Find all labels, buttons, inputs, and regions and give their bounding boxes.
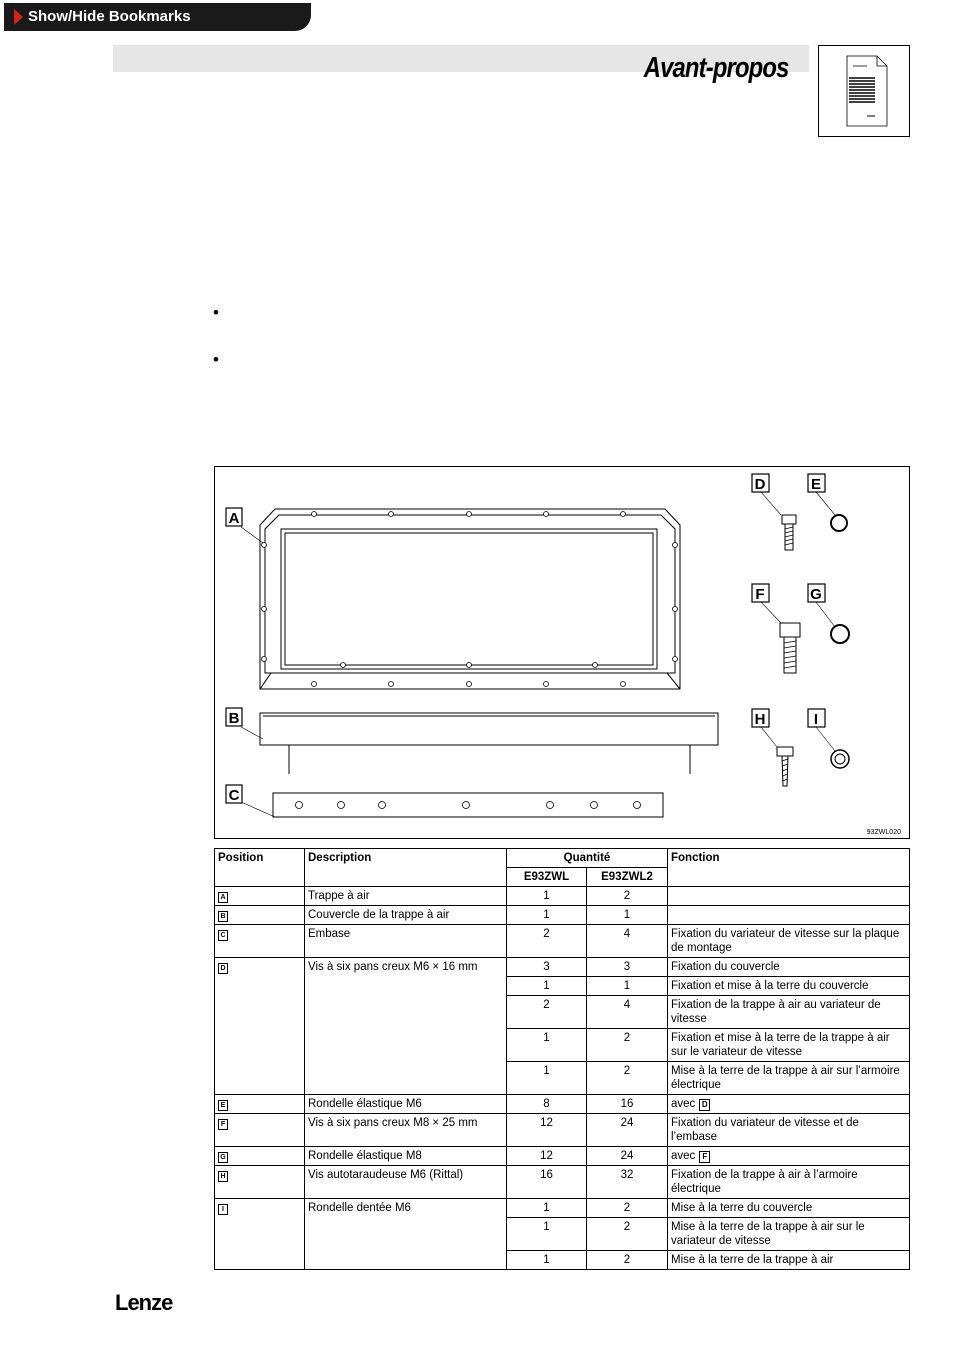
qty-cell: 1	[507, 1029, 587, 1062]
qty-cell: 24	[587, 1114, 668, 1147]
description-cell: Vis à six pans creux M8 × 25 mm	[305, 1114, 507, 1147]
qty-cell: 3	[507, 958, 587, 977]
bullet-2: •	[213, 350, 219, 369]
cover-drawing	[260, 713, 718, 774]
label-E: E	[810, 476, 822, 493]
function-cell	[668, 1147, 910, 1166]
qty-cell: 2	[507, 925, 587, 958]
qty-cell: 32	[587, 1166, 668, 1199]
qty-cell: 1	[507, 887, 587, 906]
qty-cell: 2	[587, 887, 668, 906]
label-H: H	[754, 711, 766, 728]
position-key: A	[218, 892, 228, 903]
qty-cell: 1	[507, 906, 587, 925]
function-cell	[668, 887, 910, 906]
position-key: F	[218, 1119, 228, 1130]
qty-cell: 1	[507, 1251, 587, 1270]
function-cell: Fixation et mise à la terre du couvercle	[668, 977, 910, 996]
function-cell: Mise à la terre de la trappe à air sur le variateur de vitesse	[668, 1218, 910, 1251]
table-row	[215, 1166, 910, 1199]
function-cell: Fixation du variateur de vitesse et de l’embase	[668, 1114, 910, 1147]
table-row	[215, 1147, 910, 1166]
description-cell: Embase	[305, 925, 507, 958]
label-F: F	[755, 586, 765, 603]
label-G: G	[810, 586, 822, 603]
header-position: Position	[215, 849, 305, 887]
qty-cell: 1	[507, 1199, 587, 1218]
qty-cell: 2	[587, 1062, 668, 1095]
header-q2: E93ZWL2	[587, 868, 668, 887]
position-key: D	[218, 963, 228, 974]
table-row	[215, 906, 910, 925]
function-cell: Mise à la terre de la trappe à air	[668, 1251, 910, 1270]
position-key: E	[218, 1100, 228, 1111]
qty-cell: 4	[587, 925, 668, 958]
qty-cell: 1	[507, 1218, 587, 1251]
qty-cell: 1	[507, 977, 587, 996]
description-cell: Rondelle élastique M6	[305, 1095, 507, 1114]
table-row	[215, 958, 910, 977]
function-cell: Fixation du couvercle	[668, 958, 910, 977]
description-cell: Couvercle de la trappe à air	[305, 906, 507, 925]
air-trap-drawing	[260, 509, 680, 689]
position-key: C	[218, 930, 228, 941]
function-text: avec	[671, 1098, 696, 1110]
function-cell: Mise à la terre de la trappe à air sur l’armoire électrique	[668, 1062, 910, 1095]
qty-cell: 4	[587, 996, 668, 1029]
bookmarks-label: Show/Hide Bookmarks	[28, 8, 191, 25]
parts-figure	[214, 466, 910, 839]
document-icon	[818, 45, 910, 137]
table-row	[215, 925, 910, 958]
qty-cell: 16	[587, 1095, 668, 1114]
label-B: B	[228, 710, 240, 727]
function-cell: Fixation de la trappe à air au variateur de vitesse	[668, 996, 910, 1029]
description-cell: Vis autotaraudeuse M6 (Rittal)	[305, 1166, 507, 1199]
label-C: C	[228, 787, 240, 804]
header-function: Fonction	[668, 849, 910, 887]
qty-cell: 12	[507, 1114, 587, 1147]
position-key: H	[218, 1171, 228, 1182]
qty-cell: 2	[507, 996, 587, 1029]
function-cell: Fixation et mise à la terre de la trappe à air sur le variateur de vitesse	[668, 1029, 910, 1062]
qty-cell: 24	[587, 1147, 668, 1166]
qty-cell: 1	[587, 977, 668, 996]
qty-cell: 8	[507, 1095, 587, 1114]
qty-cell: 12	[507, 1147, 587, 1166]
function-text: avec	[671, 1150, 696, 1162]
figure-code: 93ZWL020	[866, 829, 901, 836]
position-key: I	[218, 1204, 228, 1215]
reference-key: F	[699, 1151, 710, 1163]
function-cell: Fixation de la trappe à air à l’armoire électrique	[668, 1166, 910, 1199]
qty-cell: 2	[587, 1218, 668, 1251]
function-cell: Mise à la terre du couvercle	[668, 1199, 910, 1218]
table-row	[215, 1199, 910, 1218]
position-key: B	[218, 911, 228, 922]
reference-key: D	[699, 1099, 710, 1111]
qty-cell: 1	[507, 1062, 587, 1095]
function-cell: Fixation du variateur de vitesse sur la plaque de montage	[668, 925, 910, 958]
label-I: I	[813, 711, 819, 728]
qty-cell: 2	[587, 1029, 668, 1062]
function-cell	[668, 1095, 910, 1114]
table-row	[215, 887, 910, 906]
description-cell: Trappe à air	[305, 887, 507, 906]
page-title: Avant-propos	[643, 52, 788, 84]
header-quantity: Quantité	[507, 849, 668, 868]
parts-table	[214, 848, 910, 1270]
description-cell: Rondelle dentée M6	[305, 1199, 507, 1270]
bullet-1: •	[213, 303, 219, 322]
qty-cell: 2	[587, 1199, 668, 1218]
show-hide-bookmarks-button[interactable]	[4, 3, 311, 31]
qty-cell: 3	[587, 958, 668, 977]
header-q1: E93ZWL	[507, 868, 587, 887]
qty-cell: 1	[587, 906, 668, 925]
qty-cell: 2	[587, 1251, 668, 1270]
label-A: A	[228, 510, 240, 527]
position-key: G	[218, 1152, 228, 1163]
function-cell	[668, 906, 910, 925]
label-D: D	[754, 476, 766, 493]
table-row	[215, 1114, 910, 1147]
header-description: Description	[305, 849, 507, 887]
lenze-logo: Lenze	[115, 1290, 173, 1315]
table-row	[215, 1095, 910, 1114]
description-cell: Vis à six pans creux M6 × 16 mm	[305, 958, 507, 1095]
triangle-right-icon	[14, 9, 23, 25]
qty-cell: 16	[507, 1166, 587, 1199]
description-cell: Rondelle élastique M8	[305, 1147, 507, 1166]
